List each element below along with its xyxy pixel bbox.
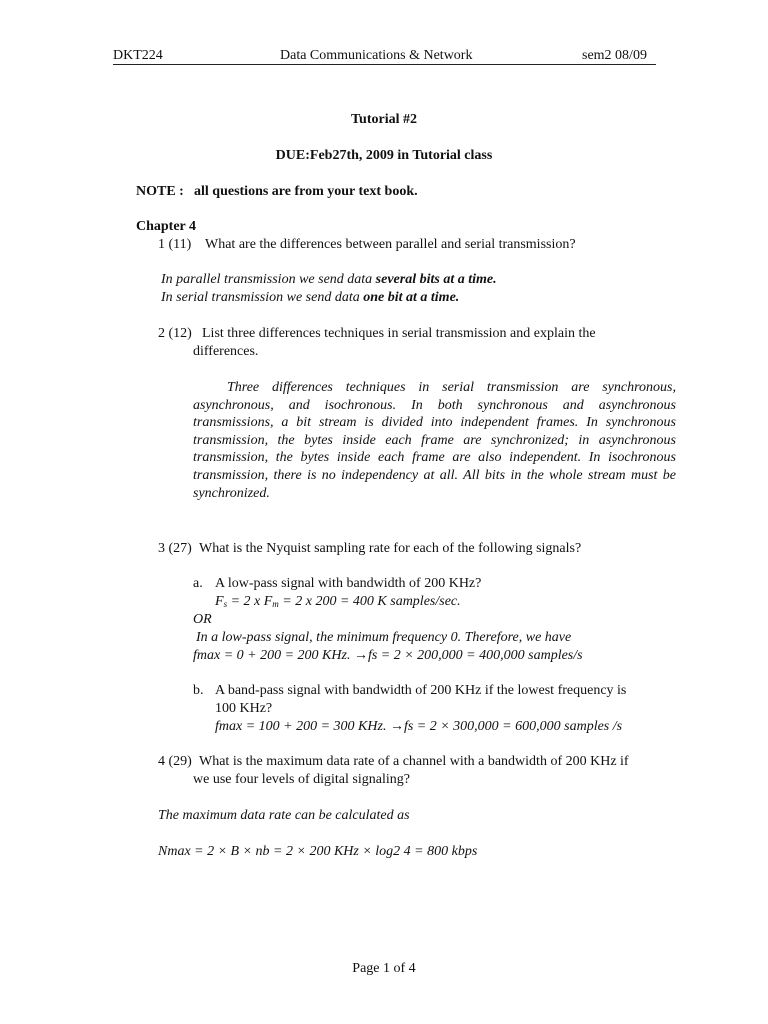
q3a-answer-calculation: fmax = 0 + 200 = 200 KHz. →fs = 2 × 200,000 = 400,000 samples/s [193, 648, 583, 663]
q1-answer-parallel-text: In parallel transmission we send data [161, 272, 376, 287]
due-date: DUE:Feb27th, 2009 in Tutorial class [275, 148, 493, 163]
header-rule [113, 64, 656, 65]
chapter-heading: Chapter 4 [136, 219, 197, 234]
q3b-question-line1: A band-pass signal with bandwidth of 200 KHz if the lowest frequency is [215, 683, 627, 698]
q3b-marker: b. [193, 683, 204, 698]
q3a-formula-sub-m: m [272, 599, 279, 609]
note-label: NOTE : [136, 184, 184, 199]
q1-answer-parallel [161, 272, 497, 288]
q3a-answer-explanation: In a low-pass signal, the minimum frequency 0. Therefore, we have [196, 630, 572, 645]
q3a-question: A low-pass signal with bandwidth of 200 KHz? [215, 576, 482, 591]
q3-question: What is the Nyquist sampling rate for each of the following signals? [199, 541, 582, 556]
q3a-or: OR [193, 612, 212, 627]
q1-answer-serial [161, 290, 459, 306]
header-course-title: Data Communications & Network [280, 48, 473, 63]
q2-answer-text: Three differences techniques in serial transmission are synchronous, asynchronous, and isochronous. In both synchronous and asynchronous transmissions, a bit stream is divided into independent frames. In synchronous transmission, the bytes inside each frame are synchronized; in asynchronous transmission, the bytes inside each frame are also independent. In isochronous transmission, there is no independency at all. All bits in the whole stream must be synchronized. [193, 380, 676, 501]
q4-question-line1: What is the maximum data rate of a channel with a bandwidth of 200 KHz if [199, 754, 629, 769]
q4-question-line2: we use four levels of digital signaling? [193, 772, 410, 787]
tutorial-title: Tutorial #2 [351, 112, 417, 127]
q3-number: 3 (27) [158, 541, 192, 556]
q4-answer-intro: The maximum data rate can be calculated as [158, 808, 410, 823]
q2-number: 2 (12) [158, 326, 192, 341]
q3a-formula-rest: = 2 x 200 = 400 K samples/sec. [278, 594, 461, 609]
q2-answer-paragraph [193, 379, 676, 502]
q3b-answer: fmax = 100 + 200 = 300 KHz. →fs = 2 × 300,000 = 600,000 samples /s [215, 719, 623, 734]
q2-question-line2: differences. [193, 344, 259, 359]
q1-answer-parallel-bold: several bits at a time. [375, 272, 497, 287]
q3a-formula-f: F [215, 594, 224, 609]
page-number: Page 1 of 4 [352, 961, 416, 976]
q4-number: 4 (29) [158, 754, 192, 769]
q2-question-line1: List three differences techniques in serial transmission and explain the [202, 326, 596, 341]
note-text: all questions are from your text book. [194, 184, 418, 199]
q3a-formula-sub-s: s [223, 599, 228, 609]
q4-answer-formula: Nmax = 2 × B × nb = 2 × 200 KHz × log2 4 = 800 kbps [158, 844, 478, 859]
q1-answer-serial-text: In serial transmission we send data [161, 290, 364, 305]
q3a-answer-formula [215, 594, 461, 610]
header-semester: sem2 08/09 [582, 48, 647, 63]
q1-number: 1 (11) [158, 237, 192, 252]
q3a-formula-mid: = 2 x F [227, 594, 273, 609]
q3a-marker: a. [193, 576, 203, 591]
q3b-question-line2: 100 KHz? [215, 701, 273, 716]
q1-question: What are the differences between parallel and serial transmission? [205, 237, 576, 252]
header-course-code: DKT224 [113, 48, 163, 63]
q1-answer-serial-bold: one bit at a time. [363, 290, 460, 305]
